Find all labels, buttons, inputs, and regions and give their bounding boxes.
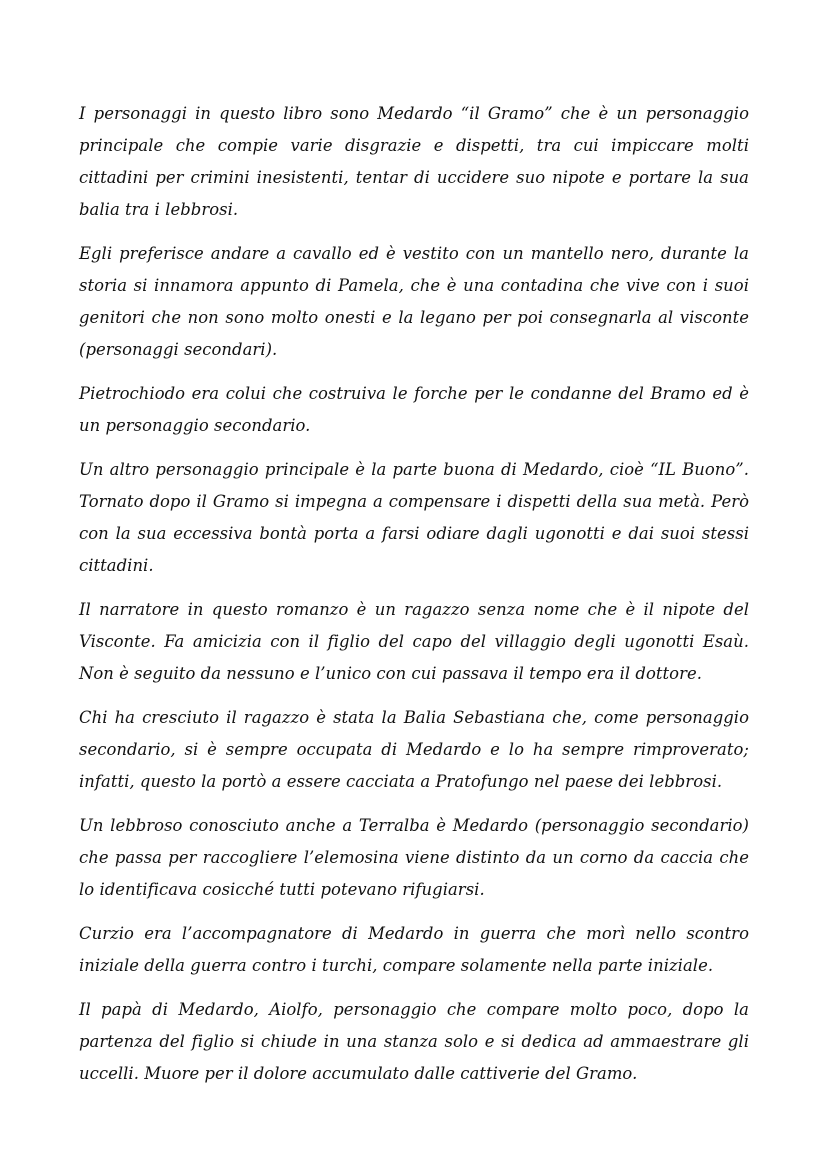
paragraph-sebastiana: Chi ha cresciuto il ragazzo è stata la Balia Sebastiana che, come personaggio secondario, si è sempre occupata di Medardo e lo ha sempre rimproverato; infatti, questo la portò a essere cacciata a Pratofungo nel paese dei lebbrosi. <box>79 708 749 791</box>
paragraph-lebbroso: Un lebbroso conosciuto anche a Terralba è Medardo (personaggio secondario) che passa per raccogliere l’elemosina viene distinto da un corno da caccia che lo identificava cosicché tutti potevano rifugiarsi. <box>79 816 749 899</box>
paragraph-pietrochiodo: Pietrochiodo era colui che costruiva le forche per le condanne del Bramo ed è un personaggio secondario. <box>79 384 749 435</box>
paragraph-medardo-buono: Un altro personaggio principale è la parte buona di Medardo, cioè “IL Buono”. Tornato dopo il Gramo si impegna a compensare i dispetti della sua metà. Però con la sua eccessiva bontà porta a farsi odiare dagli ugonotti e dai suoi stessi cittadini. <box>79 460 749 575</box>
paragraph-medardo-gramo: I personaggi in questo libro sono Medardo “il Gramo” che è un personaggio principale che compie varie disgrazie e dispetti, tra cui impiccare molti cittadini per crimini inesistenti, tentar di uccidere suo nipote e portare la sua balia tra i lebbrosi. <box>79 104 749 219</box>
paragraph-pamela: Egli preferisce andare a cavallo ed è vestito con un mantello nero, durante la storia si innamora appunto di Pamela, che è una contadina che vive con i suoi genitori che non sono molto onesti e la legano per poi consegnarla al visconte (personaggi secondari). <box>79 244 749 359</box>
paragraph-curzio: Curzio era l’accompagnatore di Medardo in guerra che morì nello scontro iniziale della guerra contro i turchi, compare solamente nella parte iniziale. <box>79 924 749 975</box>
document-body <box>79 98 749 1102</box>
paragraph-aiolfo: Il papà di Medardo, Aiolfo, personaggio che compare molto poco, dopo la partenza del figlio si chiude in una stanza solo e si dedica ad ammaestrare gli uccelli. Muore per il dolore accumulato dalle cattiverie del Gramo. <box>79 1000 749 1083</box>
paragraph-narratore: Il narratore in questo romanzo è un ragazzo senza nome che è il nipote del Visconte. Fa amicizia con il figlio del capo del villaggio degli ugonotti Esaù. Non è seguito da nessuno e l’unico con cui passava il tempo era il dottore. <box>79 600 749 683</box>
